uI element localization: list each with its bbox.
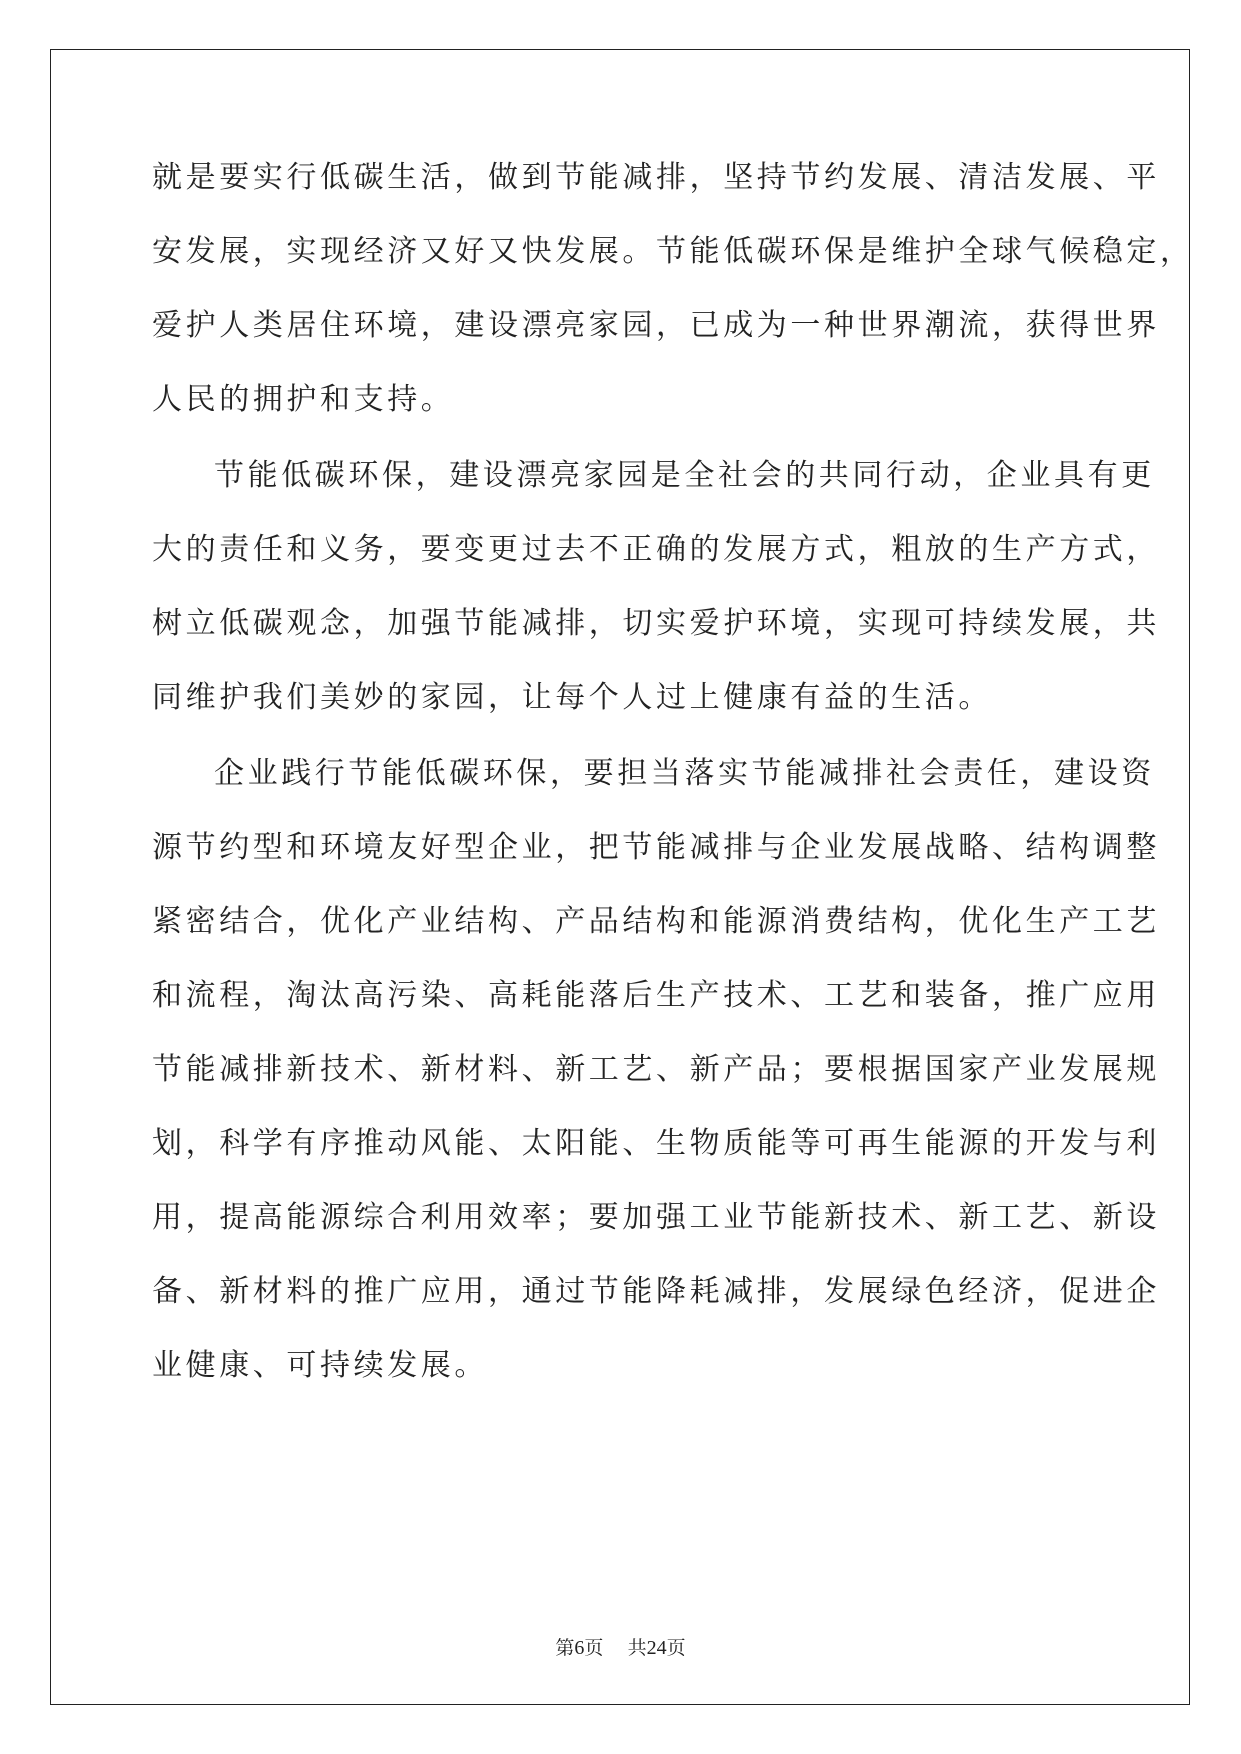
page-number: 6 xyxy=(574,1637,585,1659)
text-line: 节能减排新技术、新材料、新工艺、新产品；要根据国家产业发展规 xyxy=(152,1052,1160,1087)
text-line: 划，科学有序推动风能、太阳能、生物质能等可再生能源的开发与利 xyxy=(152,1126,1160,1161)
total-pages: 24 xyxy=(646,1637,667,1659)
page-border xyxy=(50,49,1190,1705)
text-line: 备、新材料的推广应用，通过节能降耗减排，发展绿色经济，促进企 xyxy=(152,1274,1160,1309)
text-line: 大的责任和义务，要变更过去不正确的发展方式，粗放的生产方式， xyxy=(152,532,1160,567)
paragraph-first-line: 企业践行节能低碳环保，要担当落实节能减排社会责任，建设资 xyxy=(214,756,1155,791)
text-line: 爱护人类居住环境，建设漂亮家园，已成为一种世界潮流，获得世界 xyxy=(152,308,1160,343)
text-line: 源节约型和环境友好型企业，把节能减排与企业发展战略、结构调整 xyxy=(152,830,1160,865)
text-line: 树立低碳观念，加强节能减排，切实爱护环境，实现可持续发展，共 xyxy=(152,606,1160,641)
text-line: 人民的拥护和支持。 xyxy=(152,382,455,417)
total-prefix: 共 xyxy=(627,1637,647,1659)
paragraph-first-line: 节能低碳环保，建设漂亮家园是全社会的共同行动，企业具有更 xyxy=(214,458,1155,493)
text-line: 和流程，淘汰高污染、高耗能落后生产技术、工艺和装备，推广应用 xyxy=(152,978,1160,1013)
page-prefix: 第 xyxy=(555,1637,575,1659)
text-line: 用，提高能源综合利用效率；要加强工业节能新技术、新工艺、新设 xyxy=(152,1200,1160,1235)
text-line: 就是要实行低碳生活，做到节能减排，坚持节约发展、清洁发展、平 xyxy=(152,160,1160,195)
text-line: 同维护我们美妙的家园，让每个人过上健康有益的生活。 xyxy=(152,680,992,715)
text-line: 紧密结合，优化产业结构、产品结构和能源消费结构，优化生产工艺 xyxy=(152,904,1160,939)
text-line: 安发展，实现经济又好又快发展。节能低碳环保是维护全球气候稳定， xyxy=(152,234,1194,269)
text-line: 业健康、可持续发展。 xyxy=(152,1348,488,1383)
page-suffix: 页 xyxy=(584,1637,604,1659)
total-suffix: 页 xyxy=(666,1637,686,1659)
page-footer xyxy=(0,1633,1241,1660)
